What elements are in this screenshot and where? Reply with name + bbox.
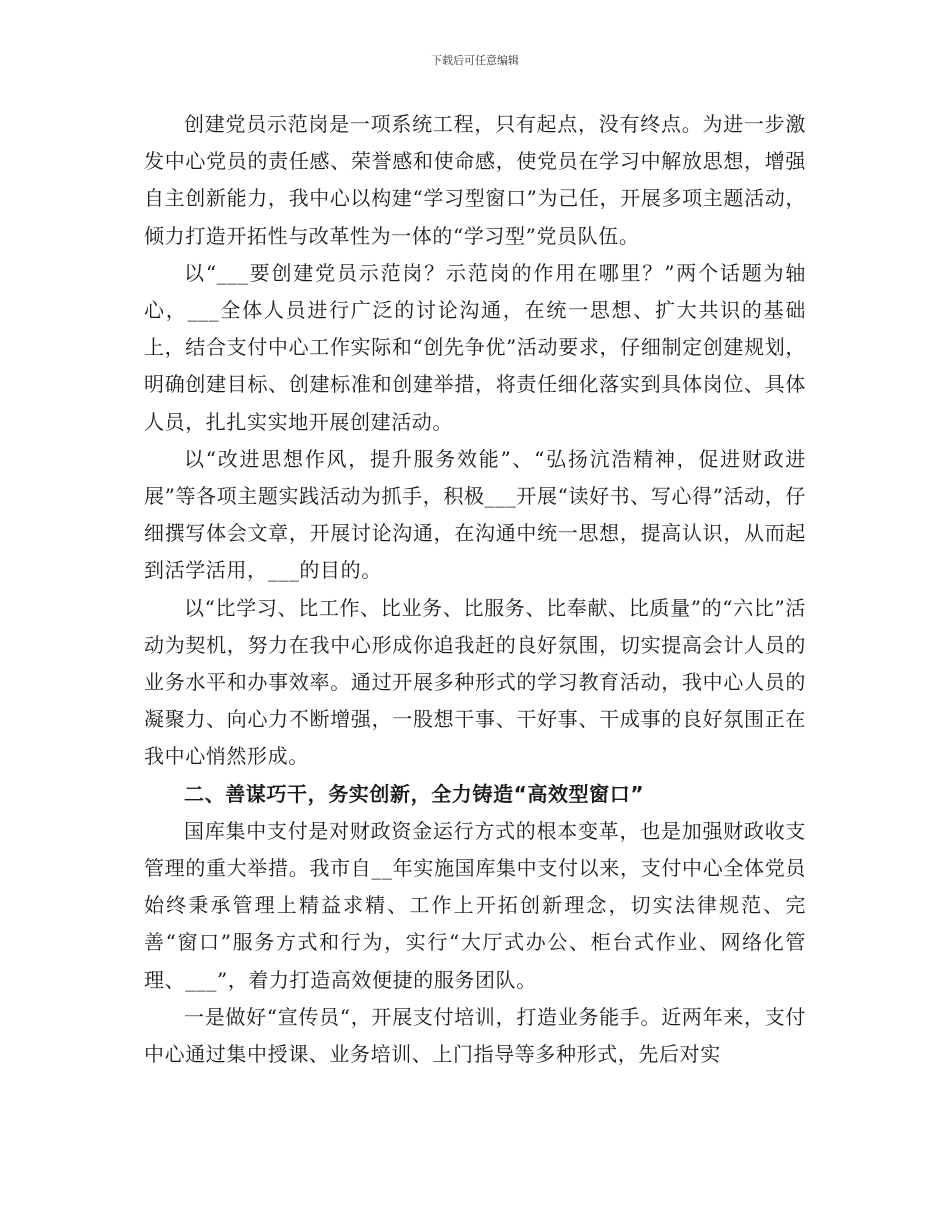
paragraph-2: 以“___要创建党员示范岗？示范岗的作用在哪里？”两个话题为轴心，___全体人员进行广泛的讨论沟通，在统一思想、扩大共识的基础上，结合支付中心工作实际和“创先争优”活动要求，仔细制定创建规划，明确创建目标、创建标准和创建举措，将责任细化落实到具体岗位、具体人员，扎扎实实地开展创建活动。 (144, 260, 806, 434)
section-heading: 二、善谋巧干，务实创新，全力铸造“高效型窗口” (184, 781, 645, 806)
paragraph-3: 以“改进思想作风，提升服务效能”、“弘扬沆浩精神，促进财政进展”等各项主题实践活动为抓手，积极___开展“读好书、写心得”活动，仔细撰写体会文章，开展讨论沟通，在沟通中统一思想，提高认识，从而起到活学活用，___的目的。 (144, 446, 806, 583)
document-body (144, 106, 806, 1073)
paragraph-4: 以“比学习、比工作、比业务、比服务、比奉献、比质量”的“六比”活动为契机，努力在我中心形成你追我赶的良好氛围，切实提高会计人员的业务水平和办事效率。通过开展多种形式的学习教育活动，我中心人员的凝聚力、向心力不断增强，一股想干事、干好事、干成事的良好氛围正在我中心悄然形成。 (144, 595, 806, 769)
paragraph-5: 国库集中支付是对财政资金运行方式的根本变革，也是加强财政收支管理的重大举措。我市自__年实施国库集中支付以来，支付中心全体党员始终秉承管理上精益求精、工作上开拓创新理念，切实法律规范、完善“窗口”服务方式和行为，实行“大厅式办公、柜台式作业、网络化管理、___”，着力打造高效便捷的服务团队。 (144, 818, 806, 992)
paragraph-6: 一是做好“宣传员“，开展支付培训，打造业务能手。近两年来，支付中心通过集中授课、业务培训、上门指导等多种形式，先后对实 (144, 1004, 806, 1067)
paragraph-1: 创建党员示范岗是一项系统工程，只有起点，没有终点。为进一步激发中心党员的责任感、荣誉感和使命感，使党员在学习中解放思想，增强自主创新能力，我中心以构建“学习型窗口”为己任，开展多项主题活动，倾力打造开拓性与改革性为一体的“学习型”党员队伍。 (144, 112, 806, 248)
page-header: 下载后可任意编辑 (431, 54, 519, 67)
